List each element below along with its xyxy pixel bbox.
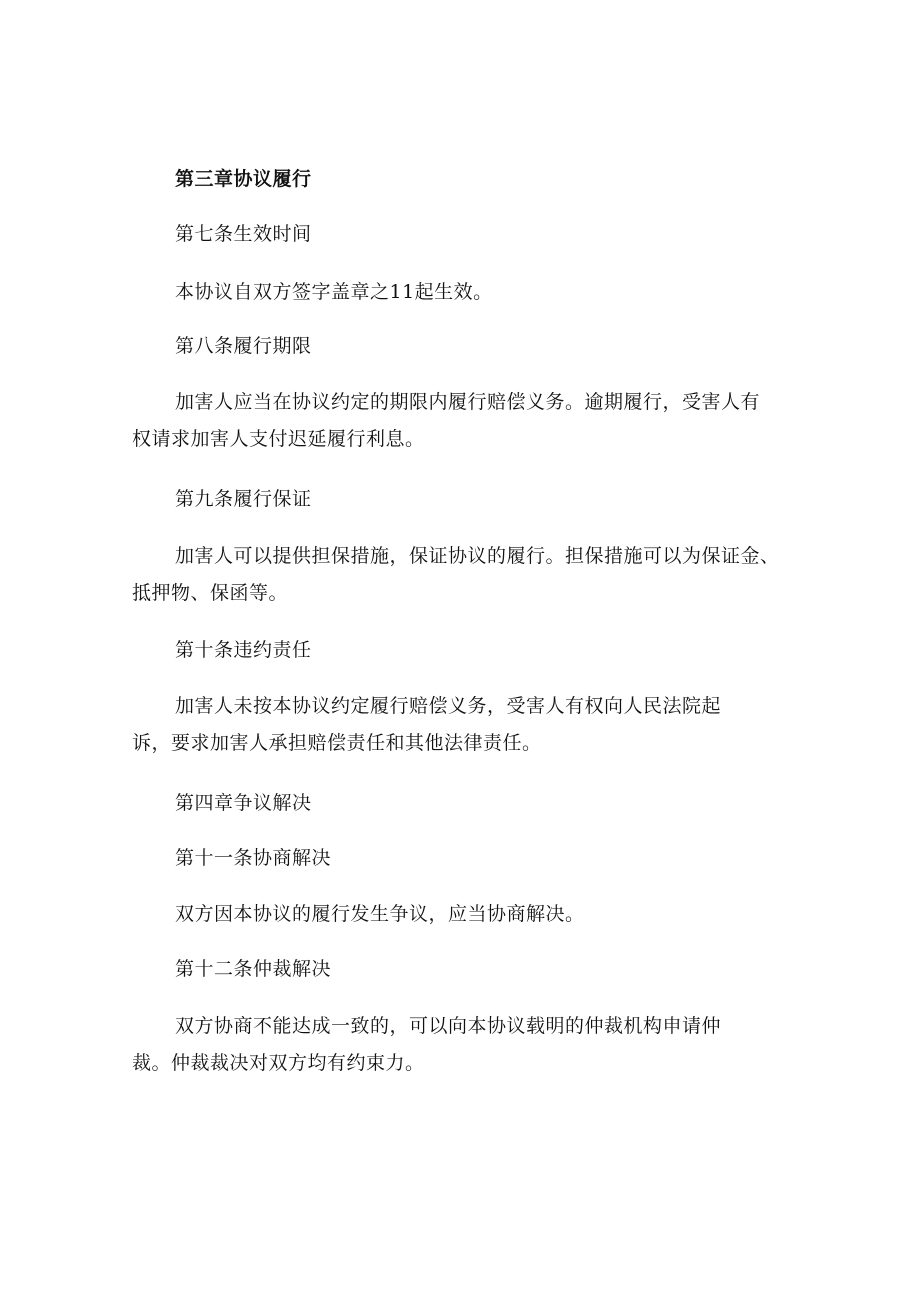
article-8-body-line-2: 权请求加害人支付迟延履行利息。: [132, 428, 425, 450]
article-11-heading: 第十一条协商解决: [175, 847, 332, 869]
article-12-body-line-1: 双方协商不能达成一致的，可以向本协议载明的仲裁机构申请仲: [175, 1015, 722, 1037]
article-12-body: [132, 1008, 722, 1082]
chapter-4-heading: 第四章争议解决: [175, 792, 312, 814]
article-11-body: 双方因本协议的履行发生争议，应当协商解决。: [175, 903, 585, 925]
article-9-body-line-2: 抵押物、保函等。: [132, 582, 289, 604]
article-12-body-line-2: 裁。仲裁裁决对双方均有约束力。: [132, 1052, 425, 1074]
article-7-body: 本协议自双方签字盖章之11起生效。: [175, 281, 493, 303]
article-10-body-line-1: 加害人未按本协议约定履行赔偿义务，受害人有权向人民法院起: [175, 695, 722, 717]
article-9-body-line-1: 加害人可以提供担保措施，保证协议的履行。担保措施可以为保证金、: [175, 545, 780, 567]
article-10-body-line-2: 诉，要求加害人承担赔偿责任和其他法律责任。: [132, 732, 542, 754]
article-12-heading: 第十二条仲裁解决: [175, 958, 332, 980]
article-9-body: [132, 538, 780, 612]
chapter-3-heading: 第三章协议履行: [175, 168, 312, 190]
article-8-body: [132, 384, 761, 458]
article-7-heading: 第七条生效时间: [175, 223, 312, 245]
article-8-body-line-1: 加害人应当在协议约定的期限内履行赔偿义务。逾期履行，受害人有: [175, 391, 761, 413]
article-9-heading: 第九条履行保证: [175, 488, 312, 510]
article-8-heading: 第八条履行期限: [175, 335, 312, 357]
article-10-body: [132, 688, 722, 762]
article-10-heading: 第十条违约责任: [175, 639, 312, 661]
